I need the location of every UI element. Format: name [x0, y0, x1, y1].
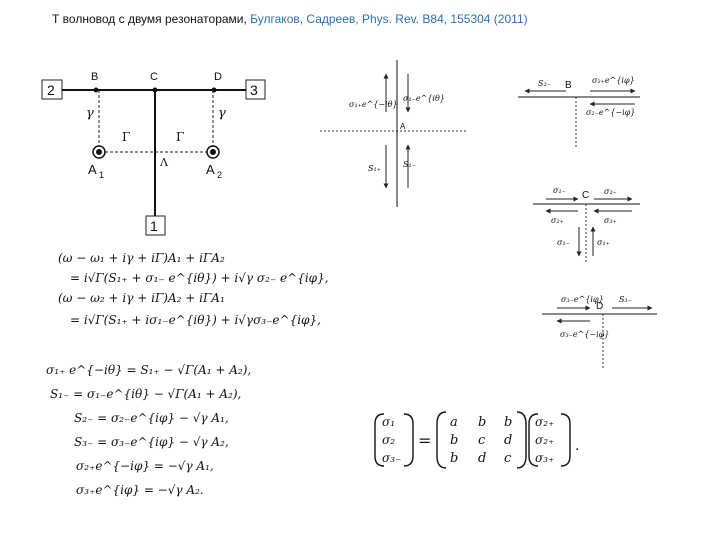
eq2-line3: S₂₋ = σ₂₋e^{iφ} − √γ A₁,	[74, 411, 229, 425]
t-waveguide-schematic	[42, 71, 265, 235]
eq2-line6: σ₃₊e^{iφ} = −√γ A₂.	[76, 483, 204, 497]
matrix-a21: b	[450, 433, 459, 448]
node-B-center-label: B	[565, 80, 572, 91]
node-C-center-label: C	[582, 190, 590, 201]
matrix-a11: a	[450, 415, 458, 430]
node-B-left-label: S₂₋	[538, 79, 551, 88]
port-3-label: 3	[250, 82, 258, 98]
node-C-diagram	[533, 186, 640, 262]
eq1-line4: = i√Γ(S₁₊ + iσ₁₋e^{iθ}) + i√γσ₃₋e^{iφ},	[70, 313, 321, 327]
equations-block-2	[46, 363, 251, 497]
eq1-line1: (ω − ω₁ + iγ + iΓ)A₁ + iΓA₂	[58, 251, 225, 265]
lhs-entry-1: σ₁	[382, 415, 396, 429]
title-reference: Булгаков, Садреев, Phys. Rev. B84, 155304 (2011)	[250, 12, 528, 26]
label-lambda: Λ	[160, 156, 168, 169]
equations-block-1	[58, 251, 329, 327]
label-B: B	[91, 71, 99, 83]
matrix-a13: b	[504, 415, 513, 430]
node-D-upper-right-label: S₃₋	[619, 295, 632, 304]
label-gamma-right: γ	[218, 106, 226, 121]
rhs-entry-2: σ₂₊	[535, 433, 555, 447]
junction-B	[94, 88, 99, 93]
node-D-lower-left-label: σ₃₋e^{−iφ}	[560, 330, 610, 339]
matrix-a32: d	[478, 451, 487, 466]
rhs-paren-right	[561, 414, 570, 466]
port-1-label: 1	[150, 218, 158, 234]
node-D-diagram	[542, 295, 657, 368]
node-A-diagram	[320, 60, 468, 207]
matrix-equation	[375, 412, 579, 468]
resonator-A2-core	[210, 149, 216, 155]
node-D-center-label: D	[596, 301, 604, 312]
rhs-entry-3: σ₃₊	[535, 451, 555, 465]
eq2-line5: σ₂₊e^{−iφ} = −√γ A₁,	[76, 459, 214, 473]
matrix-a33: c	[504, 451, 512, 466]
node-C-lower-right-label: σ₁₊	[597, 238, 610, 247]
node-B-lower-right-label: σ₂₋e^{−iφ}	[586, 108, 636, 117]
eq2-line2: S₁₋ = σ₁₋e^{iθ} − √Γ(A₁ + A₂),	[50, 387, 242, 401]
node-A-lower-right-label: S₁₋	[403, 160, 416, 169]
node-A-lower-left-label: S₁₊	[368, 164, 381, 173]
equals-sign: =	[418, 431, 432, 450]
label-A2-sub: 2	[217, 170, 223, 180]
node-A-center-label: A	[400, 122, 406, 131]
eq2-line4: S₃₋ = σ₃₋e^{iφ} − √γ A₂,	[74, 435, 229, 449]
rhs-entry-1: σ₂₊	[535, 415, 555, 429]
junction-C	[153, 88, 158, 93]
matrix-a22: c	[478, 433, 486, 448]
node-B-upper-right-label: σ₂₊e^{iφ}	[592, 76, 635, 85]
label-A1: A	[88, 162, 97, 177]
eq1-line2: = i√Γ(S₁₊ + σ₁₋ e^{iθ}) + i√γ σ₂₋ e^{iφ},	[70, 271, 329, 285]
label-A1-sub: 1	[99, 170, 105, 180]
node-C-mid-left-label: σ₂₊	[551, 216, 564, 225]
matrix-a12: b	[478, 415, 487, 430]
matrix-paren-left	[437, 412, 446, 468]
eq1-line3: (ω − ω₂ + iγ + iΓ)A₂ + iΓA₁	[58, 291, 225, 305]
lhs-entry-3: σ₃₋	[382, 451, 402, 465]
lhs-entry-2: σ₂	[382, 433, 396, 447]
matrix-a23: d	[504, 433, 513, 448]
node-C-upper-left-label: σ₁₋	[553, 186, 566, 195]
eq2-line1: σ₁₊ e^{−iθ} = S₁₊ − √Γ(A₁ + A₂),	[46, 363, 252, 377]
matrix-a31: b	[450, 451, 459, 466]
node-A-upper-right-label: σ₁₋e^{iθ}	[403, 94, 445, 103]
lhs-paren-right	[404, 414, 413, 466]
junction-D	[212, 88, 217, 93]
matrix-paren-right	[517, 412, 526, 468]
node-A-upper-left-label: σ₁₊e^{−iθ}	[349, 100, 398, 109]
matrix-period: .	[575, 438, 580, 454]
node-C-mid-right-label: σ₃₊	[604, 216, 617, 225]
node-C-upper-right-label: σ₂₋	[604, 187, 617, 196]
resonator-A1-core	[96, 149, 102, 155]
label-A2: A	[206, 162, 215, 177]
label-gamma-left: γ	[86, 106, 94, 121]
label-C: C	[150, 71, 158, 83]
label-Gamma-right: Γ	[176, 130, 185, 144]
title-main: Т волновод с двумя резонаторами,	[52, 12, 251, 26]
port-2-label: 2	[47, 82, 55, 98]
node-D-upper-left-label: σ₃₋e^{iφ}	[561, 295, 604, 304]
label-Gamma-left: Γ	[122, 130, 131, 144]
label-D: D	[214, 71, 222, 83]
node-B-diagram	[518, 76, 640, 147]
node-C-lower-left-label: σ₁₋	[557, 238, 570, 247]
